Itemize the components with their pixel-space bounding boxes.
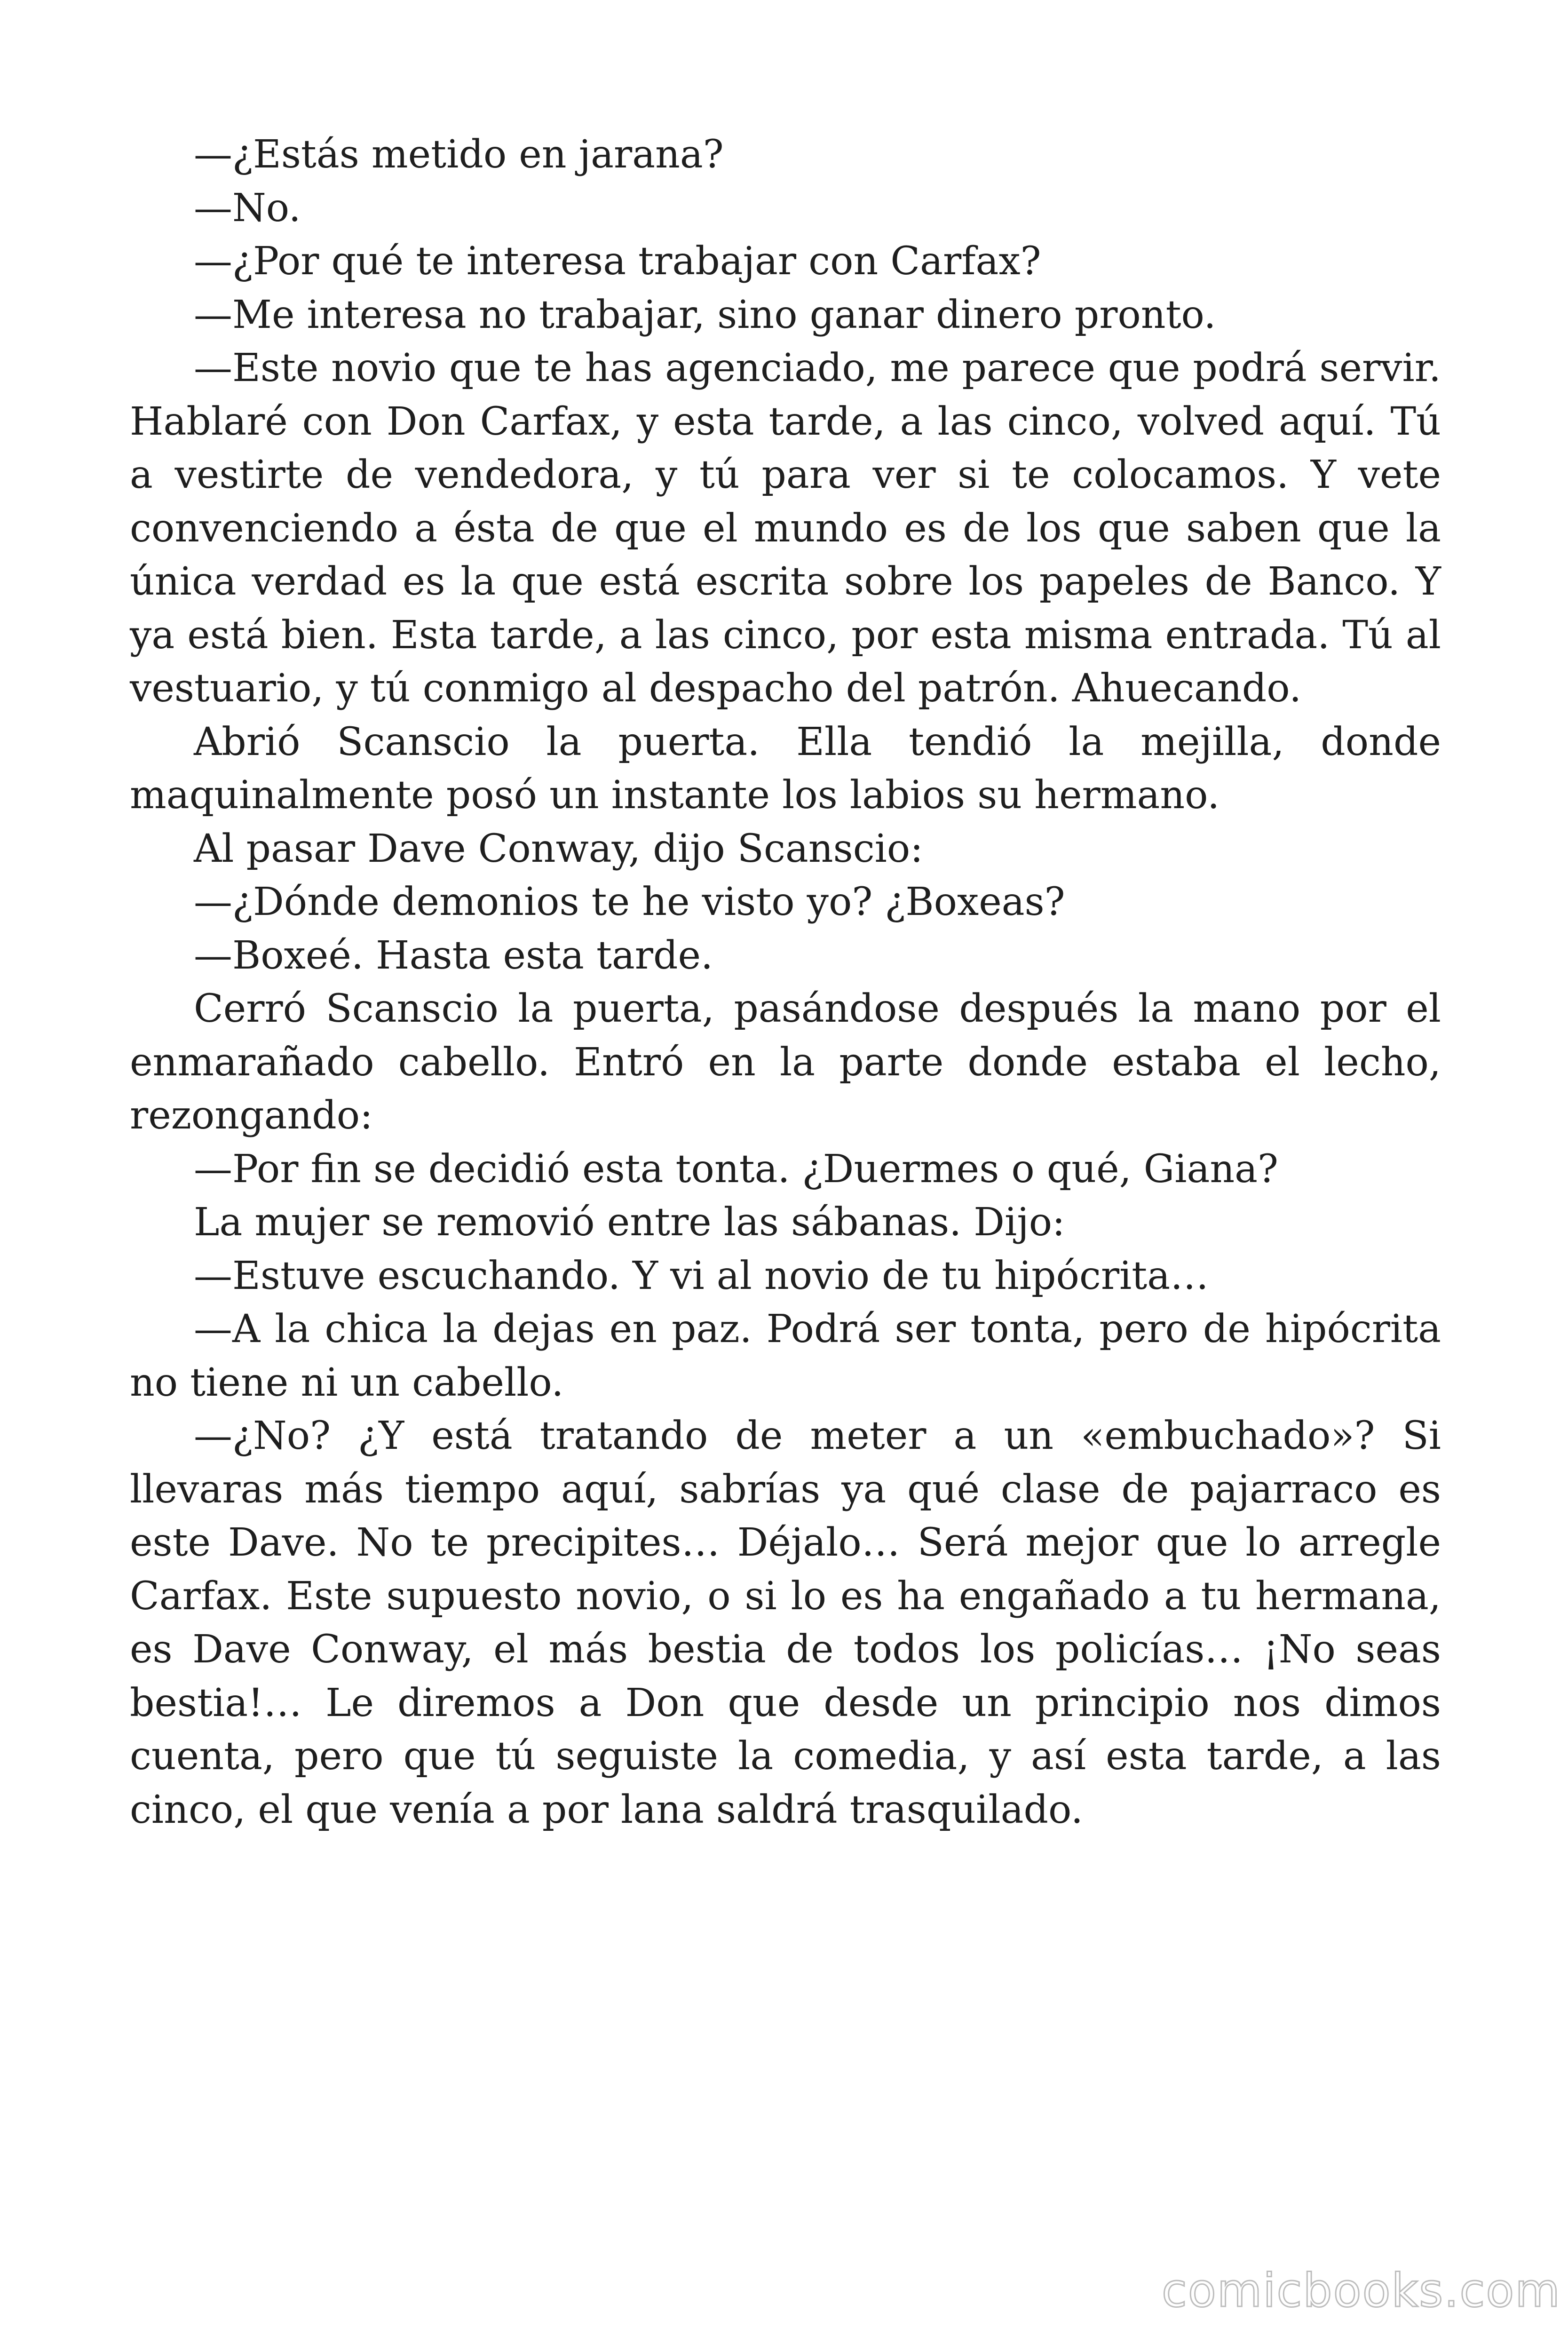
paragraph: —Me interesa no trabajar, sino ganar dinero pronto. bbox=[194, 292, 1216, 337]
watermark: comicbooks.com bbox=[1162, 2264, 1561, 2318]
paragraph: —Boxeé. Hasta esta tarde. bbox=[194, 933, 713, 978]
paragraph: —No. bbox=[194, 185, 301, 230]
paragraph: —Por fin se decidió esta tonta. ¿Duermes o qué, Giana? bbox=[194, 1146, 1279, 1192]
paragraph: —¿Estás metido en jarana? bbox=[194, 132, 724, 177]
paragraph: —¿Dónde demonios te he visto yo? ¿Boxeas? bbox=[194, 880, 1065, 924]
paragraph: —¿Por qué te interesa trabajar con Carfax? bbox=[194, 239, 1041, 284]
paragraph: —A la chica la dejas en paz. Podrá ser tonta, pero de hipócrita no tiene ni un cabello. bbox=[130, 1307, 1441, 1405]
paragraph: Abrió Scanscio la puerta. Ella tendió la mejilla, donde maquinalmente posó un instante los labios su hermano. bbox=[130, 719, 1441, 818]
paragraph: La mujer se removió entre las sábanas. Dijo: bbox=[194, 1200, 1065, 1245]
paragraph: —Este novio que te has agenciado, me parece que podrá servir. Hablaré con Don Carfax, y esta tarde, a las cinco, volved aquí. Tú a vestirte de vendedora, y tú para ver si te colocamos. Y vete convenciendo a ésta de que el mundo es de los que saben que la única verdad es la que está escrita sobre los papeles de Banco. Y ya está bien. Esta tarde, a las cinco, por esta misma entrada. Tú al vestuario, y tú conmigo al despacho del patrón. Ahuecando. bbox=[130, 346, 1441, 711]
body-text bbox=[130, 128, 1441, 1836]
paragraph: —Estuve escuchando. Y vi al novio de tu hipócrita… bbox=[194, 1253, 1209, 1298]
paragraph: —¿No? ¿Y está tratando de meter a un «embuchado»? Si llevaras más tiempo aquí, sabrías ya qué clase de pajarraco es este Dave. No te precipites… Déjalo… Será mejor que lo arregle Carfax. Este supuesto novio, o si lo es ha engañado a tu hermana, es Dave Conway, el más bestia de todos los policías… ¡No seas bestia!… Le diremos a Don que desde un principio nos dimos cuenta, pero que tú seguiste la comedia, y así esta tarde, a las cinco, el que venía a por lana saldrá trasquilado. bbox=[130, 1414, 1441, 1832]
paragraph: Cerró Scanscio la puerta, pasándose después la mano por el enmarañado cabello. Entró en la parte donde estaba el lecho, rezongando: bbox=[130, 986, 1441, 1138]
paragraph: Al pasar Dave Conway, dijo Scanscio: bbox=[194, 826, 923, 871]
